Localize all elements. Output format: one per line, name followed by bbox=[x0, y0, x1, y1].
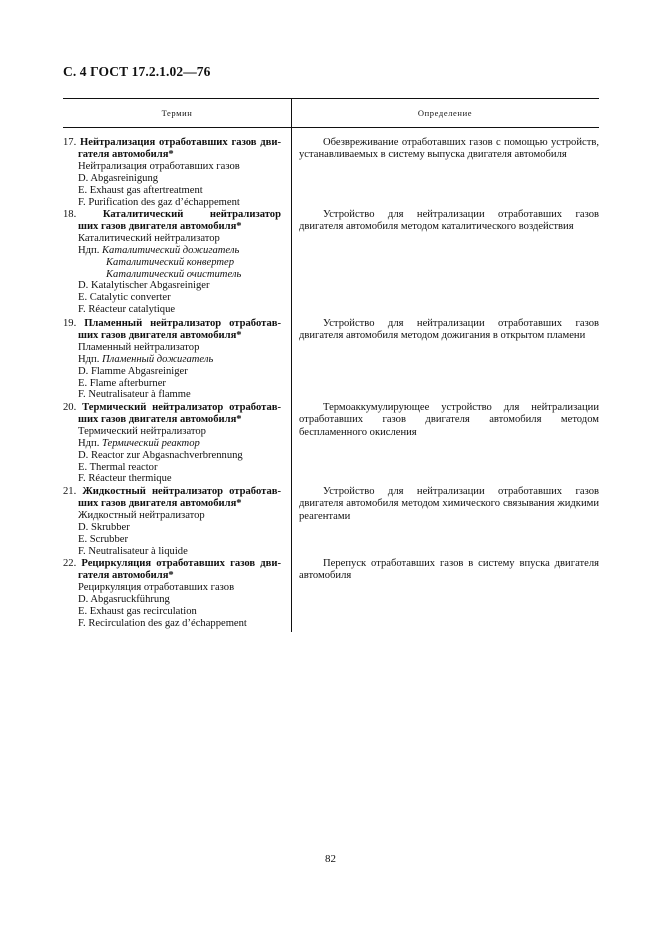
foreign-equivalent-de: D. Abgasreinigung bbox=[78, 172, 159, 184]
term-number: 17. bbox=[63, 137, 77, 148]
foreign-equivalent-fr: F. Neutralisateur à liquide bbox=[78, 545, 188, 557]
term-number: 20. bbox=[63, 402, 77, 413]
definition-cell: Термоаккумулирующее устройство для нейтрализации отработавших газов двигателя автомобиля методом беспламенного окисления bbox=[299, 402, 599, 438]
deprecated-term: Термический реактор bbox=[102, 437, 200, 449]
term-name: Пламенный нейтрализатор отработав- bbox=[84, 318, 281, 329]
deprecated-term: Каталитический дожигатель bbox=[102, 244, 240, 256]
table-header-rule bbox=[63, 127, 599, 128]
foreign-equivalent-en: E. Exhaust gas recirculation bbox=[78, 605, 197, 617]
term-name: гателя автомобиля* bbox=[78, 569, 174, 581]
foreign-equivalent-en: E. Thermal reactor bbox=[78, 461, 158, 473]
foreign-equivalent-fr: F. Neutralisateur à flamme bbox=[78, 389, 191, 401]
page-header: С. 4 ГОСТ 17.2.1.02—76 bbox=[63, 64, 211, 79]
term-name: ших газов двигателя автомобиля* bbox=[78, 220, 242, 232]
term-name: гателя автомобиля* bbox=[78, 148, 174, 160]
page-number: 82 bbox=[325, 853, 336, 865]
foreign-equivalent-en: E. Flame afterburner bbox=[78, 377, 166, 389]
definition-cell: Обезвреживание отработавших газов с помощью устройств, устанавливаемых в систему выпуска двигателя автомобиля bbox=[299, 137, 599, 161]
term-synonym: Термический нейтрализатор bbox=[78, 425, 206, 437]
term-name: Каталитический нейтрализатор bbox=[102, 209, 281, 220]
term-name: Жидкостный нейтрализатор отработав- bbox=[82, 486, 281, 497]
term-synonym: Пламенный нейтрализатор bbox=[78, 341, 200, 353]
table-top-rule bbox=[63, 98, 599, 99]
foreign-equivalent-fr: F. Réacteur catalytique bbox=[78, 304, 176, 316]
definition-cell: Устройство для нейтрализации отработавших газов двигателя автомобиля методом каталитического воздействия bbox=[299, 209, 599, 233]
term-cell bbox=[63, 558, 281, 629]
definition-cell: Устройство для нейтрализации отработавших газов двигателя автомобиля методом дожигания в открытом пламени bbox=[299, 318, 599, 342]
term-cell bbox=[63, 137, 281, 208]
term-cell bbox=[63, 209, 281, 316]
column-divider bbox=[291, 98, 292, 632]
term-cell bbox=[63, 318, 281, 401]
term-number: 18. bbox=[63, 209, 77, 220]
foreign-equivalent-fr: F. Purification des gaz d’échappement bbox=[78, 196, 240, 208]
term-cell bbox=[63, 486, 281, 557]
deprecated-prefix: Ндп. bbox=[78, 244, 100, 256]
deprecated-prefix: Ндп. bbox=[78, 437, 100, 449]
term-number: 22. bbox=[63, 558, 77, 569]
term-name: Нейтрализация отработавших газов дви- bbox=[80, 137, 281, 148]
term-name: ших газов двигателя автомобиля* bbox=[78, 329, 242, 341]
term-name: Рециркуляция отработавших газов дви- bbox=[81, 558, 281, 569]
foreign-equivalent-en: E. Exhaust gas aftertreatment bbox=[78, 184, 203, 196]
deprecated-term: Пламенный дожигатель bbox=[102, 353, 214, 365]
term-synonym: Каталитический нейтрализатор bbox=[78, 232, 220, 244]
foreign-equivalent-fr: F. Recirculation des gaz d’échappement bbox=[78, 617, 247, 629]
definition-cell: Перепуск отработавших газов в систему впуска двигателя автомобиля bbox=[299, 558, 599, 582]
foreign-equivalent-de: D. Skrubber bbox=[78, 521, 130, 533]
term-name: ших газов двигателя автомобиля* bbox=[78, 413, 242, 425]
term-number: 19. bbox=[63, 318, 77, 329]
deprecated-term: Каталитический очиститель bbox=[106, 268, 242, 280]
term-synonym: Рециркуляция отработавших газов bbox=[78, 581, 235, 593]
deprecated-prefix: Ндп. bbox=[78, 353, 100, 365]
definition-cell: Устройство для нейтрализации отработавших газов двигателя автомобиля методом химического связывания жидкими реагентами bbox=[299, 486, 599, 522]
deprecated-term: Каталитический конвертер bbox=[106, 256, 234, 268]
foreign-equivalent-en: E. Scrubber bbox=[78, 533, 129, 545]
term-synonym: Жидкостный нейтрализатор bbox=[78, 509, 205, 521]
column-header-definition: Определение bbox=[417, 108, 473, 118]
term-name: ших газов двигателя автомобиля* bbox=[78, 497, 242, 509]
foreign-equivalent-de: D. Abgasruckführung bbox=[78, 593, 170, 605]
foreign-equivalent-de: D. Reactor zur Abgasnachverbrennung bbox=[78, 449, 243, 461]
column-header-term: Термин bbox=[161, 108, 193, 118]
foreign-equivalent-de: D. Katalytischer Abgasreiniger bbox=[78, 280, 210, 292]
foreign-equivalent-en: E. Catalytic converter bbox=[78, 292, 171, 304]
foreign-equivalent-de: D. Flamme Abgasreiniger bbox=[78, 365, 188, 377]
term-number: 21. bbox=[63, 486, 77, 497]
term-cell bbox=[63, 402, 281, 485]
term-name: Термический нейтрализатор отработав- bbox=[82, 402, 281, 413]
foreign-equivalent-fr: F. Réacteur thermique bbox=[78, 473, 172, 485]
term-synonym: Нейтрализация отработавших газов bbox=[78, 160, 240, 172]
